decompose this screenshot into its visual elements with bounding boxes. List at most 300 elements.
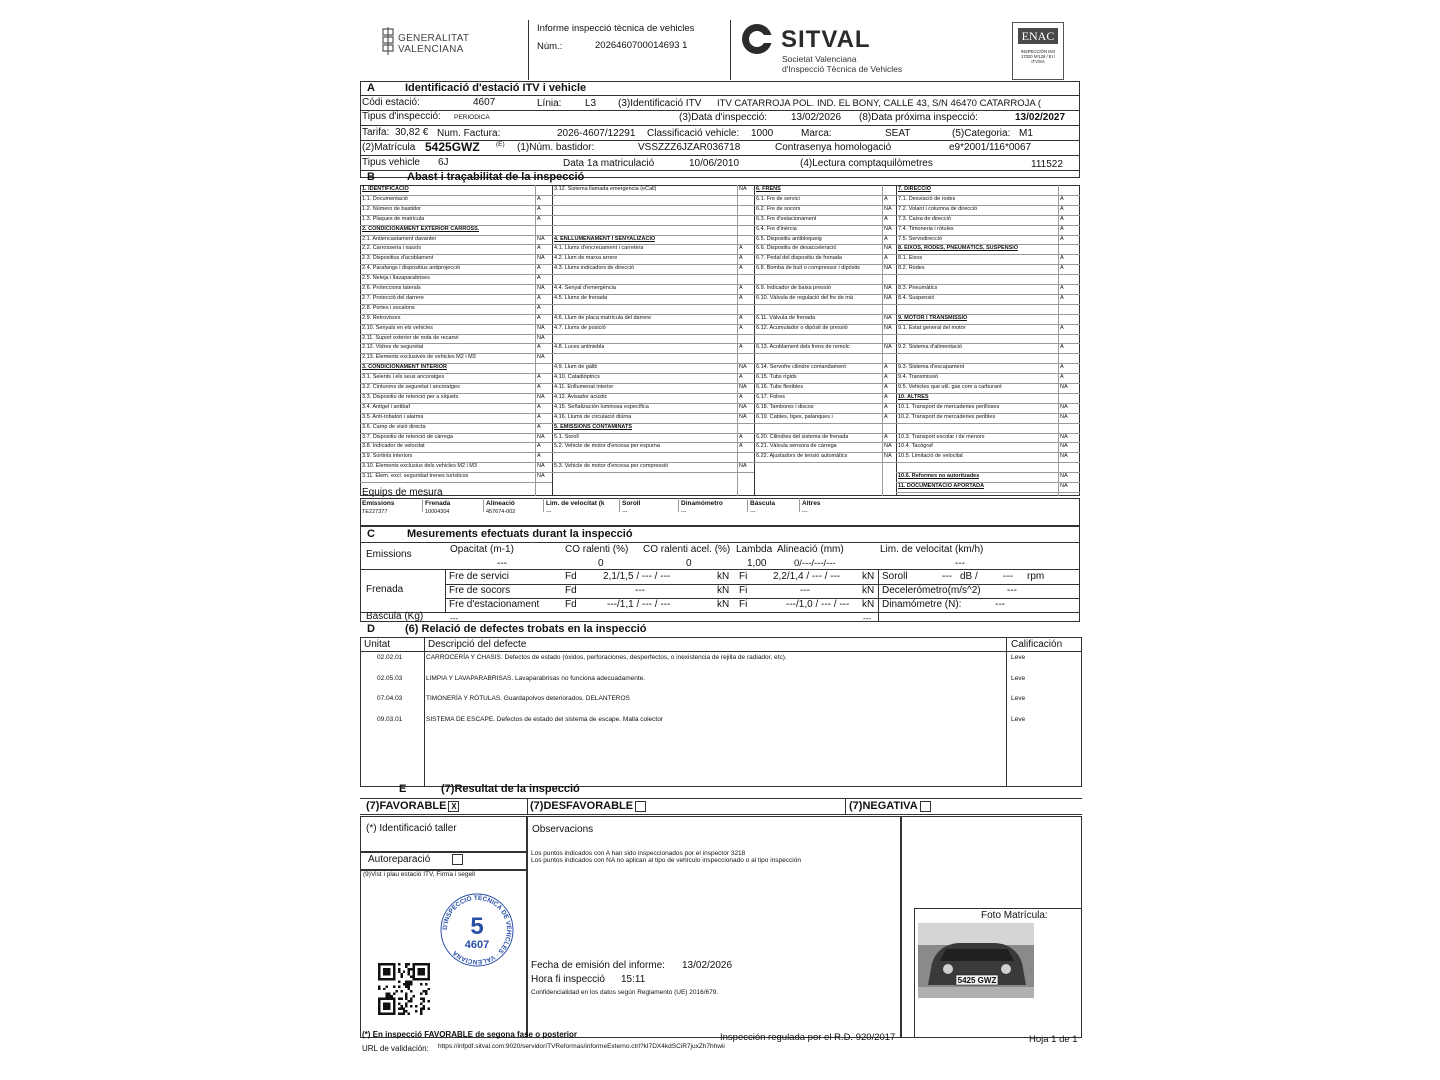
co-ralenti-label: CO ralenti (%): [565, 544, 629, 555]
defect-description: LIMPIA Y LAVAPARABRISAS. Lavaparabrisas no funciona adecuadamente.: [426, 674, 646, 682]
decelerometro-label: Decelerómetro(m/s^2): [882, 585, 981, 596]
scope-item-status: NA: [537, 354, 545, 361]
scope-item-label: 4.12. Avisador acústic: [554, 393, 608, 400]
defect-code: 07.04.03: [377, 695, 403, 702]
scope-item-status: NA: [739, 403, 747, 410]
scope-item-label: 9.2. Sistema d'alimentació: [898, 344, 963, 351]
rpm-label: rpm: [1027, 571, 1045, 582]
sitval-sub2: d'Inspecció Tècnica de Vehicles: [782, 63, 903, 74]
kn-label: kN: [862, 571, 875, 582]
equip-label: Altres: [802, 500, 821, 507]
negativa-label: (7)NEGATIVA: [849, 800, 918, 812]
db-label: dB /: [960, 571, 978, 582]
footer-url-label: URL de validación:: [362, 1044, 429, 1053]
scope-item-status: A: [739, 265, 743, 272]
scope-item-status: A: [537, 245, 541, 252]
scope-item-label: 6.17. Folres: [756, 393, 786, 400]
scope-item-label: 2.12. Vidres de seguretat: [362, 344, 424, 351]
scope-item-status: NA: [537, 393, 545, 400]
equips-mesura-label: Equips de mesura: [362, 487, 443, 498]
scope-item-status: A: [537, 215, 541, 222]
gva-crest-icon: [380, 26, 396, 56]
codi-estacio-label: Códi estació:: [362, 97, 420, 108]
rpm-value: ---: [1003, 571, 1013, 582]
scope-item-status: A: [739, 393, 743, 400]
gva-line1: GENERALITAT: [398, 33, 470, 44]
homologacio-label: Contrasenya homologació: [775, 142, 892, 153]
section-a-letter: A: [367, 82, 375, 94]
scope-item-status: NA: [537, 285, 545, 291]
scope-item-status: A: [884, 364, 888, 371]
scope-item-label: 4.1. Llums d'encreuament i carretera: [554, 245, 644, 252]
scope-item-status: A: [1060, 285, 1064, 291]
section-c-letter: C: [367, 528, 375, 540]
desfavorable-checkbox[interactable]: [635, 801, 646, 812]
data-inspeccio-label: (3)Data d'inspecció:: [679, 112, 768, 123]
defect-description: SISTEMA DE ESCAPE. Defectos de estado del sistema de escape. Malla colector: [426, 715, 663, 723]
soroll-label: Soroll: [882, 571, 908, 582]
scope-item-label: 6.19. Cables, tiges, palanques i: [756, 413, 833, 420]
scope-item-label: 2. CONDICIONAMENT EXTERIOR CARROSS.: [362, 225, 480, 232]
defect-calificacion: Leve: [1011, 674, 1026, 682]
fre-socors-label: Fre de socors: [449, 585, 511, 596]
scope-item-label: 10.5. Limitació de velocitat: [898, 453, 963, 460]
scope-item-status: A: [1060, 235, 1064, 242]
scope-item-label: 9.4. Transmissió: [898, 374, 939, 381]
scope-item-label: 7.3. Caixa de direcció: [898, 215, 951, 222]
vehicle-photo: [918, 923, 1034, 1003]
servici-fi-value: 2,2/1,4 / --- / ---: [773, 571, 841, 582]
defect-code: 09.03.01: [377, 715, 403, 723]
soroll-value: ---: [942, 571, 952, 582]
scope-item-label: 2.4. Parafangs i dispositius antiprojecció: [362, 265, 461, 272]
equip-label: Alineació: [486, 500, 515, 507]
scope-item-status: A: [537, 453, 541, 460]
bascula-value: ---: [450, 614, 458, 623]
scope-item-status: A: [1060, 364, 1064, 371]
col-calificacion: Calificación: [1011, 639, 1063, 650]
scope-item-label: 6.13. Acoblament dels frens de remolc: [756, 344, 850, 351]
scope-item-status: A: [1060, 205, 1064, 212]
scope-item-status: A: [884, 255, 888, 262]
scope-item-status: NA: [537, 334, 545, 341]
scope-item-status: A: [739, 344, 743, 351]
scope-item-label: 3. CONDICIONAMENT INTERIOR: [362, 364, 447, 371]
tipus-vehicle-label: Tipus vehicle: [362, 157, 420, 168]
favorable-label: (7)FAVORABLE: [366, 800, 447, 812]
scope-item-label: 6.22. Ajustadors de tensió automàtics: [756, 453, 848, 460]
sitval-logo: [740, 22, 774, 61]
co-acel-label: CO ralenti acel. (%): [643, 544, 731, 555]
tarifa-value: 30,82 €: [395, 127, 429, 138]
scope-item-label: 10.4. Tacògraf: [898, 443, 933, 450]
scope-item-label: 6.16. Tubs flexibles: [756, 384, 804, 390]
scope-item-label: 4.6. Llum de placa matrícula del darrere: [554, 314, 652, 321]
data-matriculacio-value: 10/06/2010: [689, 158, 740, 169]
hora-fi-value: 15:11: [621, 974, 646, 985]
scope-item-label: 10.2. Transport de mercaderies peribles: [898, 413, 996, 420]
autoreparacio-checkbox[interactable]: [452, 854, 463, 865]
taller-box: [360, 816, 527, 852]
scope-item-status: A: [1060, 374, 1064, 381]
scope-item-status: A: [537, 314, 541, 321]
scope-item-status: NA: [537, 235, 545, 242]
negativa-checkbox[interactable]: [920, 801, 931, 812]
scope-item-label: 6.15. Tubs rígids: [756, 374, 797, 381]
equip-value: 457674-002: [486, 509, 516, 515]
scope-item-label: 7. DIRECCIÓ: [898, 186, 932, 192]
observacions-line1: Los puntos indicados con A han sido inspeccionados por el inspector 3218: [531, 850, 746, 857]
scope-item-status: A: [537, 384, 541, 390]
scope-item-label: 6.11. Vàlvula de frenada: [756, 314, 816, 321]
scope-item-label: 5.3. Vehicle de motor d'encesa per compressió: [554, 463, 669, 470]
scope-item-label: 3.2. Cinturons de seguretat i ancoratges: [362, 384, 460, 390]
inspection-report: [345, 8, 1093, 1072]
tipus-inspeccio-value: PERIODICA: [454, 114, 490, 121]
scope-item-status: NA: [884, 265, 892, 272]
fd-label: Fd: [565, 599, 577, 610]
scope-item-label: 6.18. Tambores i discos: [756, 403, 814, 410]
scope-item-status: NA: [537, 463, 545, 470]
scope-item-label: 6.5. Dispositiu antibloqueig: [756, 235, 822, 242]
scope-item-status: A: [739, 324, 743, 331]
data-proxima-label: (8)Data próxima inspecció:: [859, 112, 978, 123]
scope-item-label: 2.5. Neteja i llavaparabrises: [362, 275, 430, 282]
scope-item-label: 4.7. Llums de posició: [554, 324, 606, 331]
scope-item-label: 2.6. Proteccions laterals: [362, 285, 421, 291]
scope-item-status: A: [739, 245, 743, 252]
comptaquilometres-label: (4)Lectura comptaquilòmetres: [800, 158, 933, 169]
report-title: Informe inspecció tècnica de vehicles: [537, 23, 695, 34]
data-proxima-value: 13/02/2027: [1015, 112, 1066, 123]
scope-item-status: A: [537, 275, 541, 282]
scope-item-label: 2.7. Protecció del darrere: [362, 294, 424, 301]
scope-item-label: 2.1. Antiencastament davanter: [362, 235, 437, 242]
scope-item-status: A: [1060, 344, 1064, 351]
scope-item-label: 4.4. Senyal d'emergència: [554, 285, 616, 291]
section-d-letter: D: [367, 623, 375, 635]
stamp-code: 4607: [464, 939, 490, 951]
fre-servici-label: Fre de servici: [449, 571, 510, 582]
lambda-value: 1,00: [747, 558, 767, 569]
scope-item-status: A: [884, 215, 888, 222]
socors-fd-value: ---: [635, 585, 645, 596]
scope-item-status: A: [1060, 225, 1064, 232]
scope-item-status: A: [884, 433, 888, 440]
scope-item-label: 1. IDENTIFICACIÓ: [362, 186, 409, 192]
scope-item-status: A: [884, 393, 888, 400]
scope-item-status: NA: [739, 463, 747, 470]
scope-item-label: 4.9. Llum de gàlib: [554, 364, 598, 371]
equip-value: ---: [750, 509, 756, 515]
vist-label: (9)Vist i plau estació ITV, Firma i segell: [363, 871, 475, 878]
fi-label: Fi: [739, 571, 748, 582]
scope-item-status: NA: [884, 324, 892, 331]
scope-item-status: NA: [884, 285, 892, 291]
defect-description: TIMONERÍA Y RÓTULAS. Guardapolvos deteriorados. DELANTEROS: [426, 695, 630, 702]
footer-hoja: Hoja 1 de 1: [1029, 1034, 1078, 1045]
plate-text: 5425 GWZ: [957, 976, 997, 985]
validation-url-link[interactable]: https://infpdf.sitval.com:9020/servidorITVReformas/informeExterno.ctrl?kI7DX4kdSCiR7juxZh7hhwii: [438, 1043, 725, 1050]
defect-calificacion: Leve: [1011, 715, 1026, 723]
desfavorable-option[interactable]: [530, 800, 646, 812]
enac-name: ENAC: [1018, 28, 1058, 44]
scope-item-label: 9.5. Vehicles que util. gas com a carburant: [898, 384, 1002, 390]
factura-value: 2026-4607/12291: [557, 128, 636, 139]
scope-item-label: 6.2. Fre de socors: [756, 205, 801, 212]
sitval-subtitle: [782, 55, 902, 74]
scope-item-label: 1.3. Plaques de matrícula: [362, 215, 425, 222]
scope-item-label: 7.5. Servodirecció: [898, 235, 943, 242]
defect-code: 02.05.03: [377, 674, 403, 682]
scope-item-label: 8.4. Suspensió: [898, 294, 935, 301]
observacions-line2: Los puntos indicados con NA no aplican al tipo de vehículo inspeccionado o al tipo inspección: [531, 857, 801, 864]
data-matriculacio-label: Data 1a matriculació: [563, 158, 655, 169]
tipus-vehicle-value: 6J: [438, 157, 449, 168]
ident-itv-value: ITV CATARROJA POL. IND. EL BONY, CALLE 43, S/N 46470 CATARROJA (: [717, 98, 1041, 109]
servici-fd-value: 2,1/1,5 / --- / ---: [603, 571, 671, 582]
kn-label: kN: [717, 585, 730, 596]
socors-fi-value: ---: [800, 585, 810, 596]
equip-value: ---: [546, 509, 552, 515]
equip-value: ---: [802, 509, 808, 515]
section-b-grid: [360, 185, 1080, 496]
fd-label: Fd: [565, 585, 577, 596]
enac-badge: [1012, 22, 1064, 80]
equip-label: Emissions: [362, 500, 395, 507]
scope-item-label: 5.1. Soroll: [554, 433, 579, 440]
negativa-option[interactable]: [849, 800, 931, 812]
scope-item-status: A: [537, 265, 541, 272]
scope-item-label: 3.7. Dispositiu de retenció de càrrega: [362, 433, 454, 440]
tarifa-label: Tarifa:: [362, 127, 390, 138]
scope-item-status: A: [537, 205, 541, 212]
section-a-title: Identificació d'estació ITV i vehicle: [405, 82, 587, 94]
report-num-label: Núm.:: [537, 41, 563, 52]
defect-calificacion: Leve: [1011, 654, 1026, 661]
scope-item-label: 6.4. Fre d'inèrcia: [756, 225, 797, 232]
dinamometre-value: ---: [995, 599, 1005, 610]
scope-item-status: A: [739, 314, 743, 321]
section-b-letter: B: [367, 171, 375, 183]
scope-item-status: NA: [739, 186, 747, 192]
equip-value: 10004304: [425, 509, 450, 515]
scope-item-label: 4.10. Catadiòptrics: [554, 374, 600, 381]
scope-item-status: NA: [884, 453, 892, 460]
scope-item-status: NA: [739, 413, 747, 420]
co-acel-value: 0: [686, 558, 692, 569]
scope-item-label: 6.6. Dispositiu de desacceleració: [756, 245, 837, 252]
scope-item-status: A: [739, 433, 743, 440]
dinamometre-label: Dinamómetre (N):: [882, 599, 962, 610]
scope-item-status: NA: [884, 245, 892, 252]
scope-item-label: 2.3. Dispositius d'acoblament: [362, 255, 434, 262]
bascula-value-2: ---: [863, 614, 871, 623]
scope-item-status: A: [884, 235, 888, 242]
lambda-label: Lambda: [736, 544, 773, 555]
scope-item-label: 7.4. Timoneria i ròtules: [898, 225, 954, 232]
scope-item-status: A: [884, 195, 888, 202]
scope-item-label: 2.13. Elements exclusives de vehicles M2 i M3: [362, 354, 476, 361]
scope-item-label: 4.11. Enllumenat interior: [554, 384, 614, 390]
scope-item-label: 3.5. Anti-robatori i alarma: [362, 413, 424, 420]
scope-item-label: 6.10. Vàlvula de regulació del fre de mà: [756, 294, 853, 301]
scope-item-status: NA: [1060, 473, 1068, 480]
scope-item-label: 2.2. Carrosseria i xassís: [362, 245, 421, 252]
frenada-label: Frenada: [366, 584, 404, 595]
scope-item-label: 10.1. Transport de mercaderies perilloses: [898, 403, 1000, 410]
scope-item-label: 3.1. Seients i els seus ancoratges: [362, 374, 445, 381]
ident-itv-label: (3)Identificació ITV: [618, 98, 702, 109]
scope-item-status: A: [884, 374, 888, 381]
estac-fd-value: ---/1,1 / --- / ---: [607, 599, 671, 610]
scope-item-label: 5. EMISSIONS CONTAMINATS: [554, 423, 633, 430]
scope-item-status: NA: [537, 255, 545, 262]
gva-logo: [380, 26, 396, 61]
scope-item-status: NA: [884, 443, 892, 450]
scope-item-label: 6.12. Acumulador o dipòsit de pressió: [756, 324, 848, 331]
fre-estacionament-label: Fre d'estacionament: [449, 599, 540, 610]
kn-label: kN: [862, 599, 875, 610]
sitval-name: SITVAL: [781, 26, 871, 53]
stamp-ring-path: D'INSPECCIÓ TÈCNICA DE VEHICLES · VALENCIANA: [441, 894, 513, 966]
scope-item-status: NA: [884, 314, 892, 321]
scope-item-label: 7.2. Volant i columna de direcció: [898, 205, 978, 212]
scope-item-status: NA: [1060, 403, 1068, 410]
scope-item-label: 6.8. Bomba de buit o compressor i dipòsits: [756, 265, 860, 272]
linia-label: Línia:: [537, 98, 562, 109]
scope-item-label: 8.2. Rodes: [898, 265, 925, 272]
scope-item-status: NA: [739, 364, 747, 371]
co-ralenti-value: 0: [598, 558, 604, 569]
scope-item-label: 4.5. Llums de frenada: [554, 294, 608, 301]
classificacio-value: 1000: [751, 128, 774, 139]
alineacio-label: Alineació (mm): [777, 544, 844, 555]
enac-subtitle: INSPECCIÓN ISO 17020 Nº126 / EI / ITV/SA: [1020, 49, 1056, 64]
scope-item-label: 9.1. Estat general del motor: [898, 324, 966, 331]
car-photo-image: [918, 923, 1034, 998]
scope-item-label: 3.11. Elem. excl. seguridad trenes turísticos: [362, 473, 469, 480]
confidencialidad-text: Confidencialidad en los datos según Reglamento (UE) 2016/679.: [531, 989, 719, 996]
qr-code-icon: [378, 963, 430, 1020]
homologacio-value: e9*2001/116*0067: [949, 142, 1032, 153]
scope-item-status: NA: [1060, 433, 1068, 440]
bascula-label: Bascula (Kg): [366, 611, 424, 622]
section-d-title: (6) Relació de defectes trobats en la inspecció: [405, 623, 647, 635]
scope-item-status: NA: [1060, 443, 1068, 450]
scope-item-label: 3.8. Indicador de velocitat: [362, 443, 425, 450]
scope-item-label: 6.7. Pedal del dispositiu de frenada: [756, 255, 842, 262]
equip-value: TE227377: [362, 509, 388, 515]
scope-item-label: 3.3. Dispositiu de retenció per a xiquets: [362, 393, 459, 400]
equip-label: Báscula: [750, 500, 775, 507]
scope-item-label: 3.4. Antigel i antibaf: [362, 403, 411, 410]
scope-item-status: A: [1060, 195, 1064, 202]
opacitat-label: Opacitat (m-1): [450, 544, 514, 555]
scope-item-status: A: [537, 403, 541, 410]
scope-item-status: NA: [537, 473, 545, 480]
matricula-value: 5425GWZ: [425, 140, 480, 154]
scope-item-status: A: [1060, 255, 1064, 262]
scope-item-label: 4.16. Llums de circulació diürna: [554, 413, 632, 420]
scope-item-status: A: [739, 294, 743, 301]
sitval-sub1: Societat Valenciana: [782, 54, 857, 64]
categoria-value: M1: [1019, 128, 1033, 139]
scope-item-status: NA: [537, 324, 545, 331]
scope-item-label: 7.1. Desviació de rodes: [898, 195, 956, 202]
scope-item-label: 10.3. Transport escolar i de menors: [898, 433, 985, 440]
matricula-label: (2)Matrícula: [362, 142, 416, 153]
kn-label: kN: [717, 599, 730, 610]
scope-item-label: 5.2. Vehicle de motor d'encesa per espurna: [554, 443, 660, 450]
scope-item-label: 2.11. Suport exterior de roda de recanvi: [362, 334, 459, 341]
desfavorable-label: (7)DESFAVORABLE: [530, 800, 634, 812]
alineacio-value: 0/---/---/---: [794, 558, 836, 569]
hora-fi-label: Hora fi inspecció: [531, 974, 605, 985]
scope-item-status: A: [537, 344, 541, 351]
defect-code: 02.02.01: [377, 654, 403, 661]
stamp-number: 5: [470, 913, 484, 940]
emissions-label: Emissions: [366, 549, 412, 560]
scope-item-label: 1.2. Número de bastidor: [362, 205, 422, 212]
scope-item-label: 9.3. Sistema d'escapament: [898, 364, 965, 371]
scope-item-label: 3.10. Elements exclusius dels vehicles M2 i M3: [362, 463, 477, 470]
classificacio-label: Classificació vehicle:: [647, 128, 740, 139]
scope-item-label: 6.14. Servofre cilindre comandament: [756, 364, 846, 371]
equip-label: Frenada: [425, 500, 451, 507]
comptaquilometres-value: 111522: [1031, 159, 1063, 170]
data-inspeccio-value: 13/02/2026: [791, 112, 842, 123]
scope-item-status: NA: [1060, 483, 1068, 489]
scope-item-label: 9. MOTOR I TRANSMISSIÓ: [898, 314, 968, 321]
estac-fi-value: ---/1,0 / --- / ---: [786, 599, 850, 610]
favorable-option[interactable]: [366, 800, 459, 812]
fd-label: Fd: [565, 571, 577, 582]
scope-item-status: NA: [537, 433, 545, 440]
marca-value: SEAT: [885, 128, 911, 139]
scope-item-status: NA: [1060, 413, 1068, 420]
autoreparacio-label: Autoreparació: [368, 854, 431, 865]
scope-item-label: 10.6. Reformes no autoritzades: [898, 473, 980, 480]
scope-item-label: 2.8. Portes i escalons: [362, 304, 415, 311]
scope-item-label: 6.1. Fre de servici: [756, 195, 800, 202]
matricula-superscript: (E): [496, 141, 505, 148]
scope-item-label: 3.9. Sortints interiors: [362, 453, 413, 460]
defect-calificacion: Leve: [1011, 695, 1026, 702]
scope-item-status: NA: [1060, 453, 1068, 460]
fi-label: Fi: [739, 599, 748, 610]
categoria-label: (5)Categoria:: [952, 128, 1011, 139]
itv-stamp: [437, 890, 517, 975]
col-descripcio: Descripció del defecte: [428, 639, 527, 650]
scope-item-status: A: [537, 195, 541, 202]
report-num-value: 2026460700014693 1: [595, 40, 688, 51]
section-e-letter: E: [399, 783, 407, 795]
scope-item-status: A: [739, 255, 743, 262]
scope-item-label: 6. FRENS: [756, 186, 781, 192]
fecha-emision-value: 13/02/2026: [682, 960, 733, 971]
opacitat-value: ---: [497, 558, 507, 569]
scope-item-status: NA: [884, 344, 892, 351]
gva-line2: VALENCIANA: [398, 44, 464, 55]
scope-item-status: A: [537, 443, 541, 450]
observacions-label: Observacions: [532, 824, 594, 835]
equip-value: ---: [681, 509, 687, 515]
fi-label: Fi: [739, 585, 748, 596]
gva-name: [398, 33, 469, 55]
favorable-checkbox[interactable]: X: [448, 801, 459, 812]
scope-item-status: A: [884, 384, 888, 390]
